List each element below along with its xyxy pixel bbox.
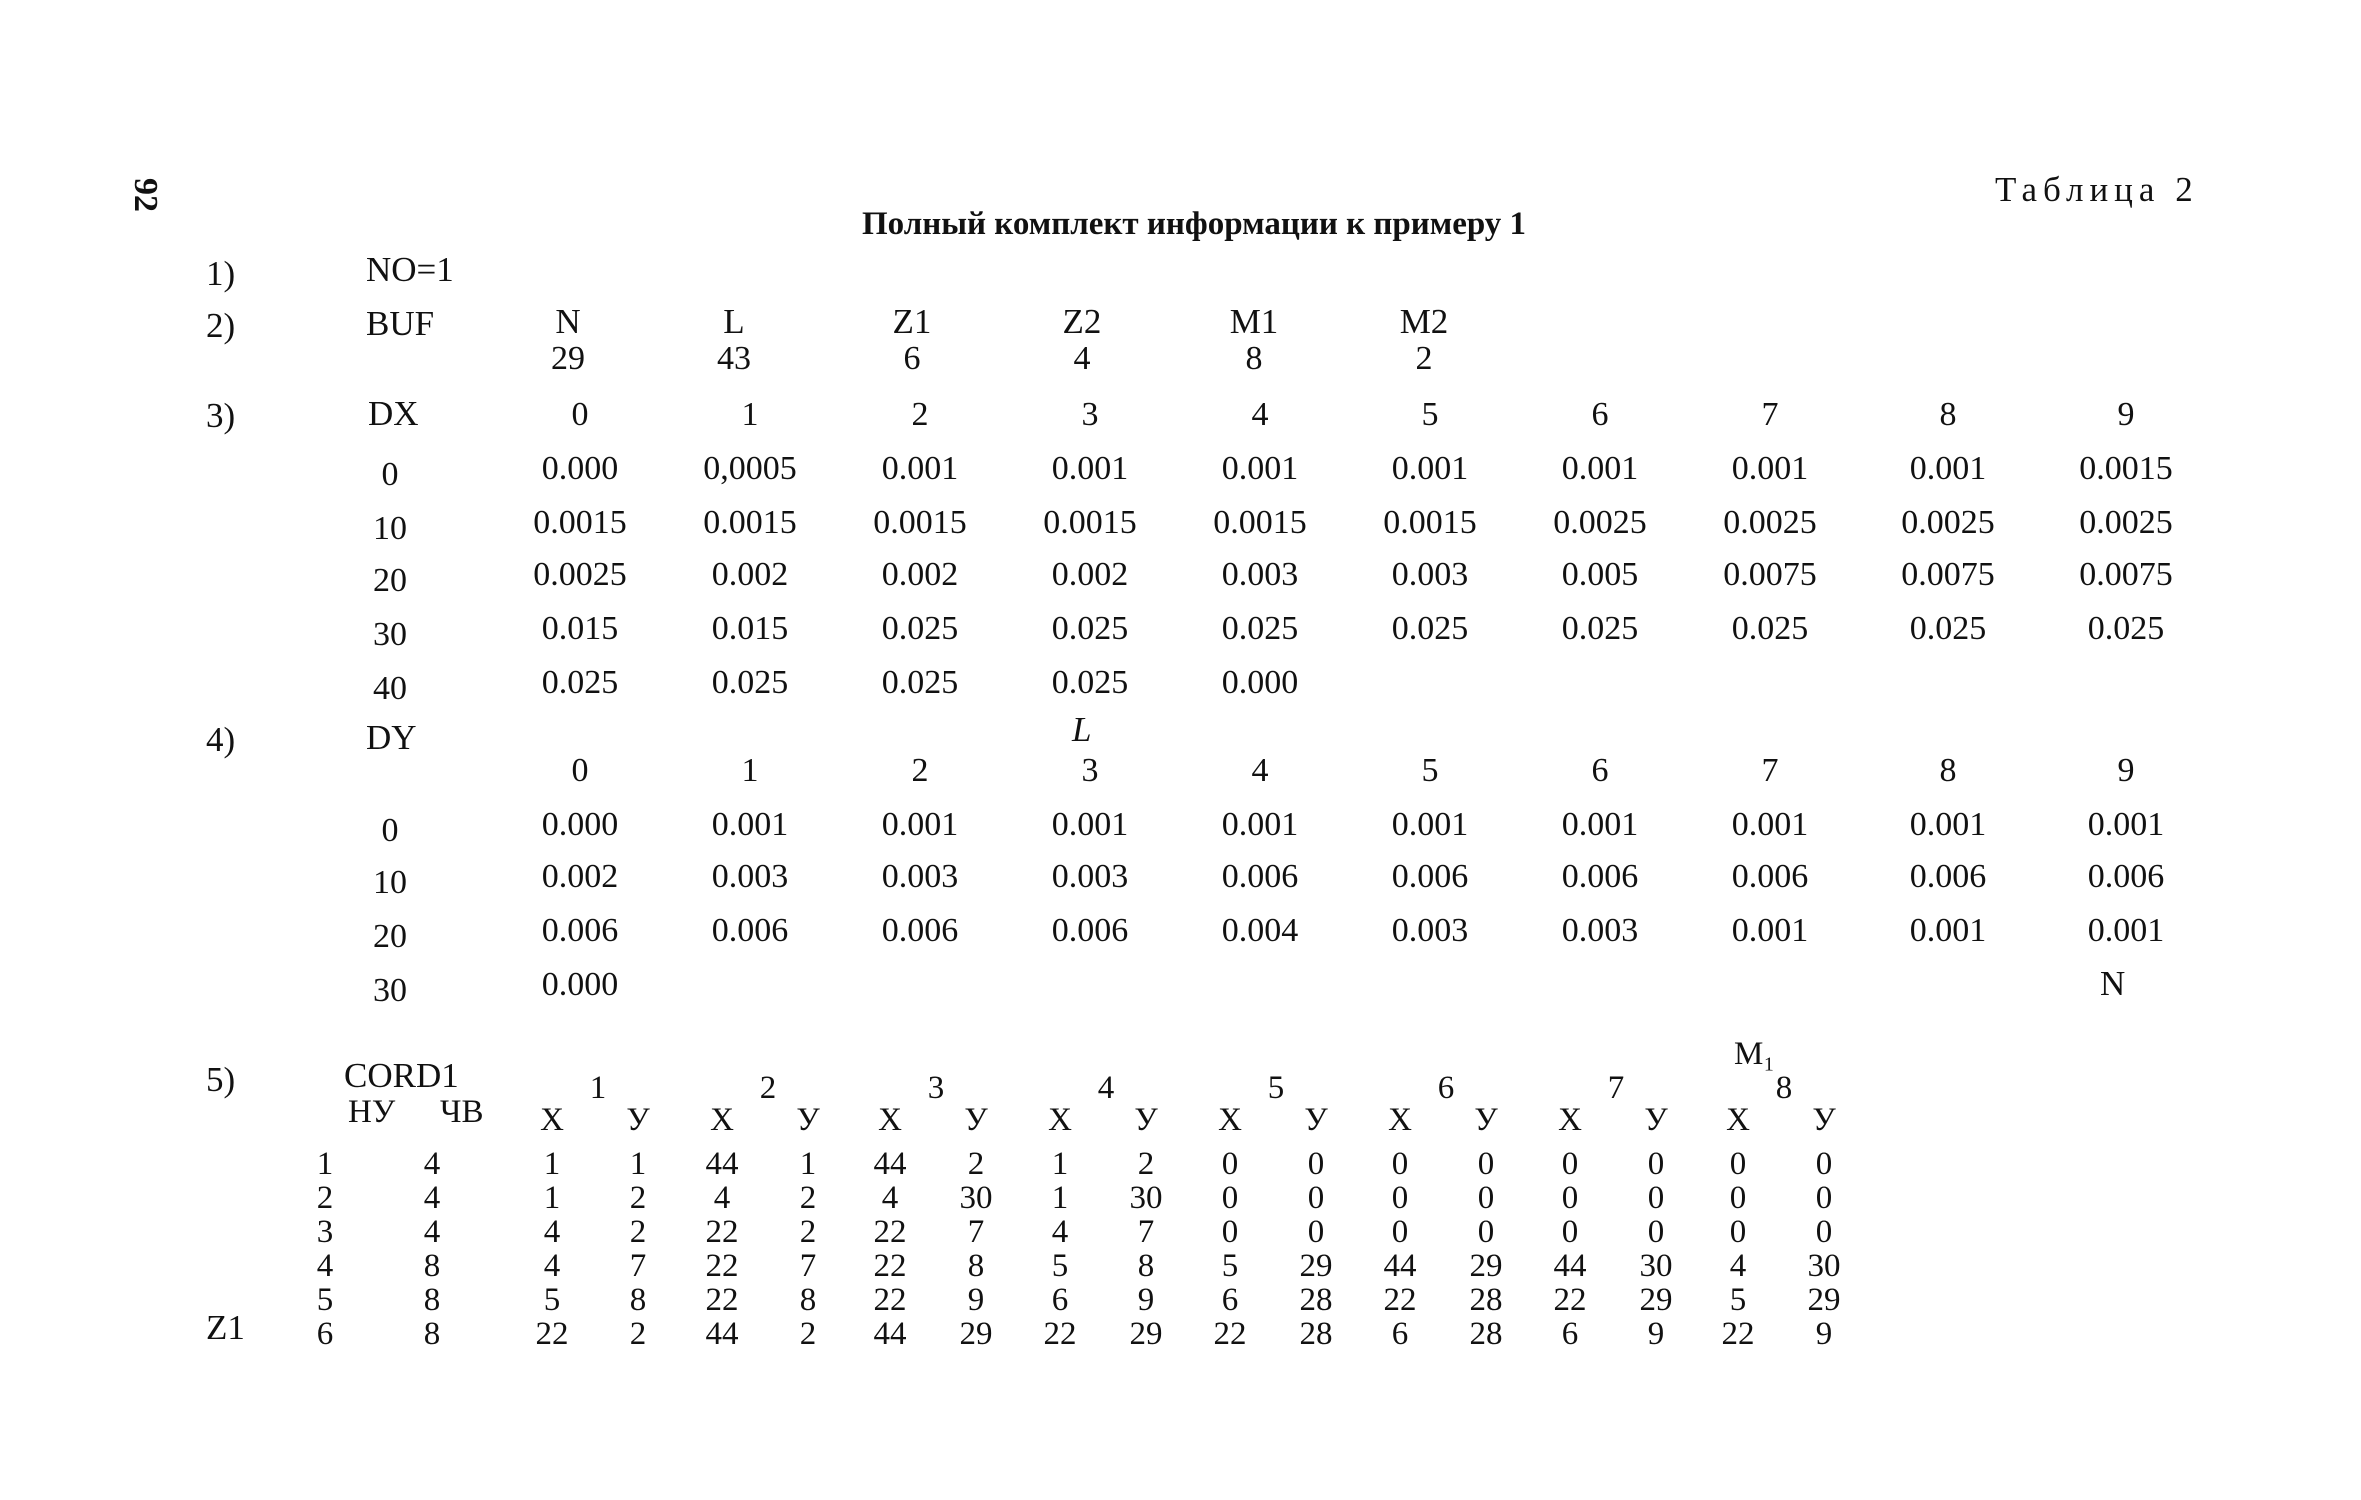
- cord1-cell: 29: [1807, 1282, 1841, 1318]
- dx-cell: 0.002: [711, 556, 789, 593]
- cord1-group-header: 4: [1097, 1070, 1115, 1106]
- cord1-cell: 22: [873, 1282, 907, 1318]
- cord1-cell: 9: [1647, 1316, 1665, 1352]
- cord1-y-header: У: [1474, 1102, 1498, 1138]
- dx-cell: 0.0075: [2079, 556, 2173, 593]
- cord1-cell: 0: [1647, 1146, 1665, 1182]
- dx-col-header: 4: [1251, 396, 1269, 433]
- cord1-cell: 0: [1307, 1180, 1325, 1216]
- cord1-cell: 6: [1221, 1282, 1239, 1318]
- cord1-row-chv: 8: [423, 1282, 441, 1318]
- cord1-group-header: 7: [1607, 1070, 1625, 1106]
- dx-cell: 0.0025: [533, 556, 627, 593]
- cord1-cell: 2: [1137, 1146, 1155, 1182]
- dx-cell: 0.025: [711, 664, 789, 701]
- dy-cell: 0.006: [881, 912, 959, 949]
- dx-cell: 0.0025: [1553, 504, 1647, 541]
- cord1-cell: 2: [799, 1214, 817, 1250]
- dx-cell: 0.005: [1561, 556, 1639, 593]
- cord1-cell: 7: [629, 1248, 647, 1284]
- cord1-group-header: 2: [759, 1070, 777, 1106]
- cord1-cell: 0: [1561, 1180, 1579, 1216]
- dx-cell: 0.025: [1561, 610, 1639, 647]
- buf-col-value: 29: [551, 340, 585, 377]
- cord1-row-nu: 6: [316, 1316, 334, 1352]
- dx-cell: 0.003: [1221, 556, 1299, 593]
- cord1-x-header: X: [1558, 1102, 1582, 1138]
- dx-cell: 0.025: [1051, 610, 1129, 647]
- cord1-cell: 22: [1213, 1316, 1247, 1352]
- buf-col-value: 4: [1073, 340, 1091, 377]
- dy-cell: 0.001: [1909, 912, 1987, 949]
- cord1-y-header: У: [964, 1102, 988, 1138]
- dy-label: DY: [366, 718, 417, 757]
- dx-cell: 0.0015: [533, 504, 627, 541]
- dx-cell: 0.025: [1051, 664, 1129, 701]
- cord1-group-header: 5: [1267, 1070, 1285, 1106]
- cord1-cell: 22: [1383, 1282, 1417, 1318]
- cord1-marker-z1: Z1: [206, 1308, 245, 1347]
- cord1-x-header: X: [710, 1102, 734, 1138]
- cord1-cell: 4: [881, 1180, 899, 1216]
- dy-row-key: 0: [381, 812, 399, 849]
- cord1-row-nu: 3: [316, 1214, 334, 1250]
- dy-cell: 0.001: [1731, 806, 1809, 843]
- cord1-cell: 44: [705, 1316, 739, 1352]
- cord1-cell: 1: [629, 1146, 647, 1182]
- document-title: Полный комплект информации к примеру 1: [862, 206, 1527, 242]
- cord1-cell: 5: [1221, 1248, 1239, 1284]
- dx-cell: 0.001: [881, 450, 959, 487]
- cord1-row-nu: 5: [316, 1282, 334, 1318]
- dy-col-header: 3: [1081, 752, 1099, 789]
- dx-cell: 0.0075: [1901, 556, 1995, 593]
- buf-col-value: 43: [717, 340, 751, 377]
- buf-col-header: N: [555, 302, 581, 341]
- cord1-cell: 2: [967, 1146, 985, 1182]
- dy-cell: 0.001: [1731, 912, 1809, 949]
- cord1-cell: 6: [1051, 1282, 1069, 1318]
- dx-cell: 0.015: [711, 610, 789, 647]
- cord1-x-header: X: [878, 1102, 902, 1138]
- dy-cell: 0.001: [1561, 806, 1639, 843]
- dx-row-key: 20: [373, 562, 407, 599]
- dx-cell: 0.003: [1391, 556, 1469, 593]
- cord1-cell: 1: [543, 1180, 561, 1216]
- dy-col-header: 9: [2117, 752, 2135, 789]
- cord1-x-header: X: [1218, 1102, 1242, 1138]
- dx-col-header: 2: [911, 396, 929, 433]
- dx-col-header: 3: [1081, 396, 1099, 433]
- dx-row-key: 0: [381, 456, 399, 493]
- dy-marker-n: N: [2100, 964, 2126, 1003]
- dy-cell: 0.006: [1909, 858, 1987, 895]
- cord1-cell: 7: [799, 1248, 817, 1284]
- dx-cell: 0.001: [1731, 450, 1809, 487]
- cord1-row-chv: 8: [423, 1316, 441, 1352]
- cord1-cell: 7: [1137, 1214, 1155, 1250]
- cord1-cell: 28: [1299, 1316, 1333, 1352]
- cord1-cell: 0: [1729, 1146, 1747, 1182]
- cord1-cell: 8: [799, 1282, 817, 1318]
- dx-cell: 0.001: [1051, 450, 1129, 487]
- cord1-cell: 0: [1221, 1146, 1239, 1182]
- dx-cell: 0.002: [1051, 556, 1129, 593]
- dx-cell: 0.025: [1731, 610, 1809, 647]
- dy-cell: 0.006: [711, 912, 789, 949]
- cord1-cell: 2: [629, 1180, 647, 1216]
- cord1-cell: 22: [535, 1316, 569, 1352]
- dy-cell: 0.002: [541, 858, 619, 895]
- cord1-cell: 0: [1391, 1180, 1409, 1216]
- cord1-row-chv: 8: [423, 1248, 441, 1284]
- dy-cell: 0.001: [2087, 806, 2165, 843]
- cord1-cell: 22: [873, 1248, 907, 1284]
- buf-col-header: M1: [1229, 302, 1279, 341]
- dx-label: DX: [368, 394, 419, 433]
- cord1-cell: 4: [543, 1214, 561, 1250]
- cord1-cell: 6: [1561, 1316, 1579, 1352]
- dx-cell: 0.0025: [1723, 504, 1817, 541]
- cord1-x-header: X: [1726, 1102, 1750, 1138]
- cord1-cell: 44: [873, 1316, 907, 1352]
- dx-cell: 0.002: [881, 556, 959, 593]
- cord1-cell: 22: [705, 1248, 739, 1284]
- cord1-cell: 22: [705, 1214, 739, 1250]
- dy-cell: 0.001: [711, 806, 789, 843]
- cord1-cell: 2: [629, 1316, 647, 1352]
- cord1-cell: 9: [967, 1282, 985, 1318]
- dx-cell: 0.0025: [2079, 504, 2173, 541]
- cord1-cell: 2: [799, 1316, 817, 1352]
- cord1-marker-m1: M₁: [1734, 1036, 1775, 1072]
- cord1-cell: 0: [1307, 1146, 1325, 1182]
- cord1-cell: 5: [1729, 1282, 1747, 1318]
- dx-cell: 0.0015: [873, 504, 967, 541]
- cord1-row-chv: 4: [423, 1146, 441, 1182]
- dx-col-header: 6: [1591, 396, 1609, 433]
- buf-label: BUF: [366, 304, 435, 343]
- cord1-cell: 8: [967, 1248, 985, 1284]
- buf-col-header: M2: [1399, 302, 1449, 341]
- cord1-cell: 0: [1221, 1214, 1239, 1250]
- dy-col-header: 8: [1939, 752, 1957, 789]
- cord1-cell: 29: [1639, 1282, 1673, 1318]
- section-1-number: 1): [206, 254, 236, 293]
- cord1-cell: 0: [1307, 1214, 1325, 1250]
- cord1-cell: 4: [713, 1180, 731, 1216]
- dy-cell: 0.006: [2087, 858, 2165, 895]
- dy-cell: 0.001: [1391, 806, 1469, 843]
- cord1-cell: 28: [1469, 1282, 1503, 1318]
- dx-cell: 0.001: [1221, 450, 1299, 487]
- dx-col-header: 9: [2117, 396, 2135, 433]
- dy-col-header: 0: [571, 752, 589, 789]
- dx-cell: 0.000: [541, 450, 619, 487]
- cord1-cell: 0: [1561, 1146, 1579, 1182]
- dx-col-header: 7: [1761, 396, 1779, 433]
- dy-cell: 0.006: [1731, 858, 1809, 895]
- cord1-cell: 0: [1729, 1180, 1747, 1216]
- dx-col-header: 8: [1939, 396, 1957, 433]
- cord1-cell: 4: [543, 1248, 561, 1284]
- cord1-cell: 5: [543, 1282, 561, 1318]
- dy-col-header: 6: [1591, 752, 1609, 789]
- cord1-x-header: X: [1048, 1102, 1072, 1138]
- cord1-cell: 0: [1647, 1180, 1665, 1216]
- dy-cell: 0.003: [711, 858, 789, 895]
- dy-cell: 0.000: [541, 966, 619, 1003]
- dy-row-key: 20: [373, 918, 407, 955]
- cord1-cell: 29: [1469, 1248, 1503, 1284]
- dy-cell: 0.001: [1221, 806, 1299, 843]
- dy-cell: 0.006: [541, 912, 619, 949]
- dy-col-header: 5: [1421, 752, 1439, 789]
- dy-marker-l: L: [1072, 710, 1092, 749]
- dy-col-header: 1: [741, 752, 759, 789]
- cord1-cell: 29: [1129, 1316, 1163, 1352]
- dx-cell: 0.025: [541, 664, 619, 701]
- dx-col-header: 1: [741, 396, 759, 433]
- dy-cell: 0.000: [541, 806, 619, 843]
- section-5-number: 5): [206, 1060, 236, 1099]
- dy-cell: 0.003: [1561, 912, 1639, 949]
- cord1-cell: 22: [705, 1282, 739, 1318]
- dy-cell: 0.001: [881, 806, 959, 843]
- buf-col-header: Z1: [892, 302, 932, 341]
- cord1-cell: 30: [1639, 1248, 1673, 1284]
- dy-col-header: 2: [911, 752, 929, 789]
- dx-cell: 0.025: [881, 610, 959, 647]
- cord1-col-nu: НУ: [348, 1094, 396, 1130]
- dx-cell: 0.001: [1391, 450, 1469, 487]
- dy-cell: 0.001: [1051, 806, 1129, 843]
- dx-cell: 0.015: [541, 610, 619, 647]
- cord1-cell: 29: [1299, 1248, 1333, 1284]
- cord1-group-header: 6: [1437, 1070, 1455, 1106]
- cord1-cell: 0: [1561, 1214, 1579, 1250]
- cord1-y-header: У: [796, 1102, 820, 1138]
- cord1-cell: 44: [873, 1146, 907, 1182]
- buf-col-value: 2: [1415, 340, 1433, 377]
- cord1-cell: 2: [629, 1214, 647, 1250]
- dx-cell: 0.025: [881, 664, 959, 701]
- buf-col-value: 8: [1245, 340, 1263, 377]
- dx-cell: 0,0005: [703, 450, 797, 487]
- dx-row-key: 40: [373, 670, 407, 707]
- dx-cell: 0.025: [1391, 610, 1469, 647]
- dx-cell: 0.025: [2087, 610, 2165, 647]
- cord1-cell: 22: [1553, 1282, 1587, 1318]
- cord1-cell: 44: [1553, 1248, 1587, 1284]
- cord1-cell: 1: [799, 1146, 817, 1182]
- cord1-row-nu: 4: [316, 1248, 334, 1284]
- cord1-row-chv: 4: [423, 1180, 441, 1216]
- cord1-cell: 1: [1051, 1180, 1069, 1216]
- dx-cell: 0.0015: [1043, 504, 1137, 541]
- cord1-group-header: 3: [927, 1070, 945, 1106]
- dy-cell: 0.003: [881, 858, 959, 895]
- cord1-y-header: У: [1644, 1102, 1668, 1138]
- dx-cell: 0.025: [1909, 610, 1987, 647]
- dy-cell: 0.003: [1391, 912, 1469, 949]
- cord1-label: CORD1: [344, 1056, 459, 1095]
- dx-col-header: 5: [1421, 396, 1439, 433]
- page-number: 92: [127, 178, 164, 212]
- dy-row-key: 10: [373, 864, 407, 901]
- dy-cell: 0.006: [1561, 858, 1639, 895]
- dy-cell: 0.001: [2087, 912, 2165, 949]
- dy-row-key: 30: [373, 972, 407, 1009]
- cord1-cell: 28: [1469, 1316, 1503, 1352]
- dx-cell: 0.0015: [1383, 504, 1477, 541]
- cord1-cell: 0: [1391, 1214, 1409, 1250]
- buf-col-header: Z2: [1062, 302, 1102, 341]
- section-1-text: NO=1: [366, 250, 454, 289]
- buf-col-header: L: [723, 302, 745, 341]
- cord1-cell: 22: [1043, 1316, 1077, 1352]
- dy-col-header: 4: [1251, 752, 1269, 789]
- cord1-col-chv: ЧВ: [440, 1094, 484, 1130]
- dx-cell: 0.001: [1561, 450, 1639, 487]
- cord1-cell: 8: [629, 1282, 647, 1318]
- cord1-cell: 0: [1815, 1214, 1833, 1250]
- cord1-cell: 4: [1051, 1214, 1069, 1250]
- cord1-cell: 29: [959, 1316, 993, 1352]
- cord1-cell: 5: [1051, 1248, 1069, 1284]
- cord1-y-header: У: [1134, 1102, 1158, 1138]
- dx-col-header: 0: [571, 396, 589, 433]
- buf-col-value: 6: [903, 340, 921, 377]
- section-2-number: 2): [206, 306, 236, 345]
- cord1-cell: 0: [1647, 1214, 1665, 1250]
- cord1-cell: 0: [1477, 1214, 1495, 1250]
- cord1-cell: 6: [1391, 1316, 1409, 1352]
- cord1-cell: 0: [1815, 1180, 1833, 1216]
- dx-cell: 0.000: [1221, 664, 1299, 701]
- dy-cell: 0.006: [1051, 912, 1129, 949]
- cord1-cell: 4: [1729, 1248, 1747, 1284]
- cord1-cell: 0: [1477, 1146, 1495, 1182]
- cord1-cell: 22: [873, 1214, 907, 1250]
- dx-cell: 0.0015: [2079, 450, 2173, 487]
- cord1-row-nu: 1: [316, 1146, 334, 1182]
- dy-cell: 0.003: [1051, 858, 1129, 895]
- cord1-cell: 1: [543, 1146, 561, 1182]
- dx-row-key: 10: [373, 510, 407, 547]
- dy-cell: 0.006: [1391, 858, 1469, 895]
- cord1-row-nu: 2: [316, 1180, 334, 1216]
- cord1-cell: 9: [1137, 1282, 1155, 1318]
- cord1-x-header: X: [540, 1102, 564, 1138]
- cord1-cell: 44: [1383, 1248, 1417, 1284]
- table-label: Таблица 2: [1995, 170, 2199, 209]
- cord1-cell: 0: [1391, 1146, 1409, 1182]
- cord1-cell: 30: [1129, 1180, 1163, 1216]
- cord1-cell: 2: [799, 1180, 817, 1216]
- section-3-number: 3): [206, 396, 236, 435]
- cord1-cell: 44: [705, 1146, 739, 1182]
- dy-cell: 0.001: [1909, 806, 1987, 843]
- cord1-y-header: У: [626, 1102, 650, 1138]
- dy-cell: 0.004: [1221, 912, 1299, 949]
- cord1-cell: 22: [1721, 1316, 1755, 1352]
- dx-cell: 0.0015: [1213, 504, 1307, 541]
- cord1-cell: 0: [1221, 1180, 1239, 1216]
- dx-row-key: 30: [373, 616, 407, 653]
- cord1-cell: 28: [1299, 1282, 1333, 1318]
- cord1-cell: 0: [1729, 1214, 1747, 1250]
- cord1-cell: 8: [1137, 1248, 1155, 1284]
- dx-cell: 0.0075: [1723, 556, 1817, 593]
- cord1-cell: 9: [1815, 1316, 1833, 1352]
- cord1-cell: 0: [1477, 1180, 1495, 1216]
- dy-cell: 0.006: [1221, 858, 1299, 895]
- cord1-cell: 0: [1815, 1146, 1833, 1182]
- cord1-y-header: У: [1304, 1102, 1328, 1138]
- cord1-cell: 30: [959, 1180, 993, 1216]
- dx-cell: 0.025: [1221, 610, 1299, 647]
- cord1-cell: 30: [1807, 1248, 1841, 1284]
- dx-cell: 0.0015: [703, 504, 797, 541]
- cord1-group-header: 1: [589, 1070, 607, 1106]
- cord1-x-header: X: [1388, 1102, 1412, 1138]
- cord1-cell: 7: [967, 1214, 985, 1250]
- dx-cell: 0.0025: [1901, 504, 1995, 541]
- cord1-y-header: У: [1812, 1102, 1836, 1138]
- cord1-row-chv: 4: [423, 1214, 441, 1250]
- dy-col-header: 7: [1761, 752, 1779, 789]
- cord1-group-header: 8: [1775, 1070, 1793, 1106]
- dx-cell: 0.001: [1909, 450, 1987, 487]
- cord1-cell: 1: [1051, 1146, 1069, 1182]
- section-4-number: 4): [206, 720, 236, 759]
